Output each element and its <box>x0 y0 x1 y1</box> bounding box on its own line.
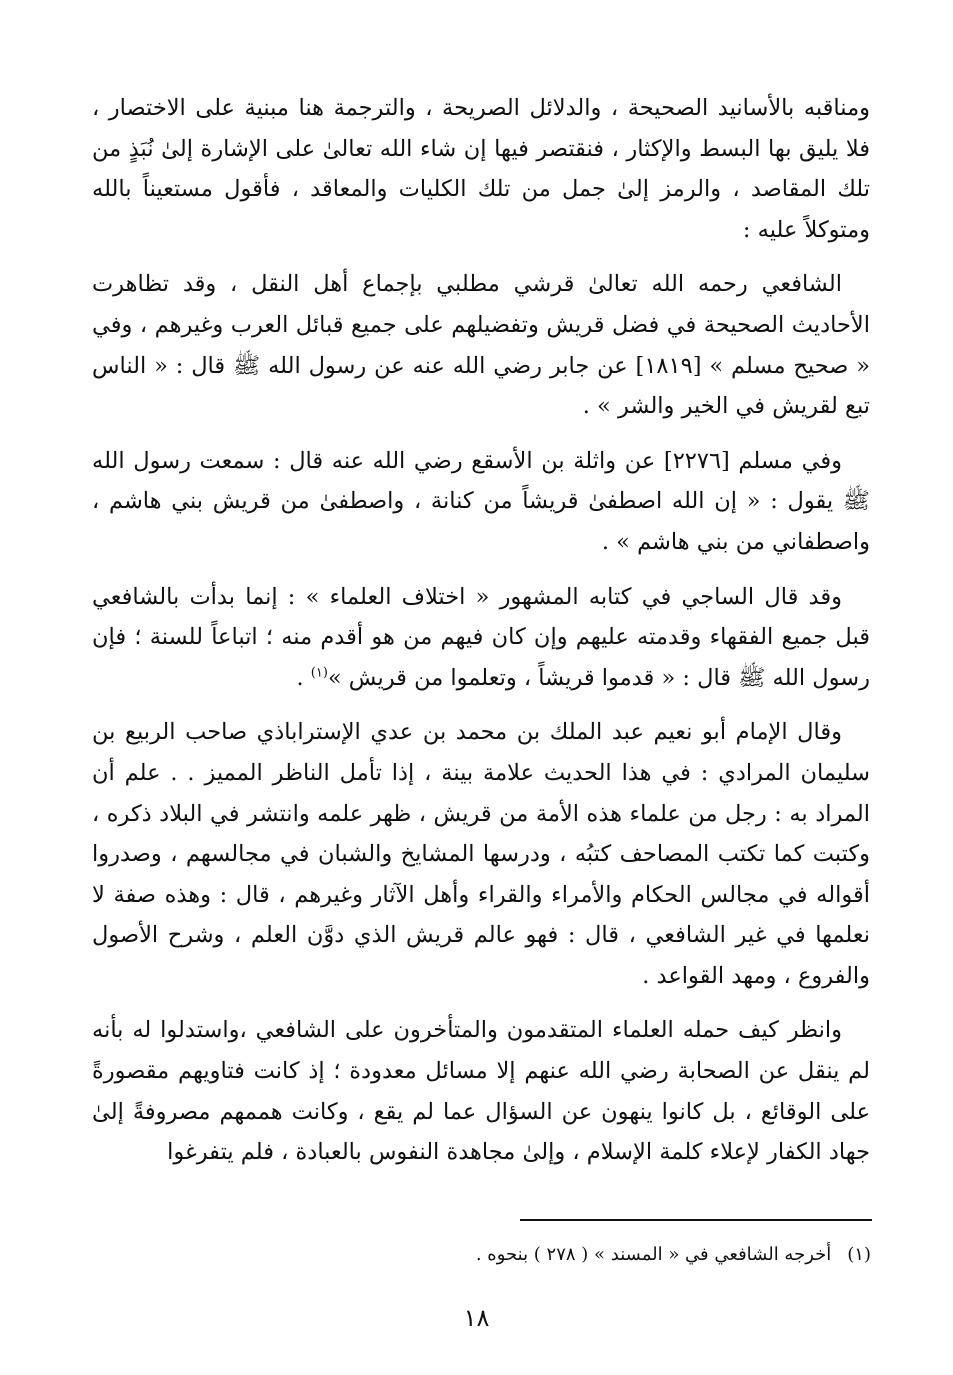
page-number: ١٨ <box>463 1304 490 1332</box>
paragraph-6: وانظر كيف حمله العلماء المتقدمون والمتأخرون على الشافعي ،واستدلوا له بأنه لم ينقل عن الصحابة رضي الله عنهم إلا مسائل معدودة ؛ إذ كانت فتاويهم مقصورةً على الوقائع ، بل كانوا ينهون عن السؤال عما لم يقع ، وكانت هممهم مصروفةً إلىٰ جهاد الكفار لإعلاء كلمة الإسلام ، وإلىٰ مجاهدة النفوس بالعبادة ، فلم يتفرغوا <box>92 1017 870 1166</box>
footnote-text: أخرجه الشافعي في « المسند » ( ٢٧٨ ) بنحوه . <box>475 1244 832 1265</box>
paragraph-5: وقال الإمام أبو نعيم عبد الملك بن محمد بن عدي الإستراباذي صاحب الربيع بن سليمان المرادي : في هذا الحديث علامة بينة ، إذا تأمل الناظر المميز . . علم أن المراد به : رجل من علماء هذه الأمة من قريش ، ظهر علمه وانتشر في البلاد ذكره ، وكتبت كما تكتب المصاحف كتبُه ، ودرسها المشايخ والشبان في مجالسهم ، وصدروا أقواله في مجالس الحكام والأمراء والقراء وأهل الآثار وغيرهم ، قال : وهذه صفة لا نعلمها في غير الشافعي ، قال : فهو عالم قريش الذي دوَّن العلم ، وشرح الأصول والفروع ، ومهد القواعد . <box>92 719 870 989</box>
paragraph-4-tail: . <box>296 664 311 691</box>
paragraph-2: الشافعي رحمه الله تعالىٰ قرشي مطلبي بإجماع أهل النقل ، وقد تظاهرت الأحاديث الصحيحة في فضل قريش وتفضيلهم على جميع قبائل العرب وغيرهم ، وفي « صحيح مسلم » [١٨١٩] عن جابر رضي الله عنه عن رسول الله ﷺ قال : « الناس تبع لقريش في الخير والشر » . <box>92 271 870 420</box>
footnote-marker: (١) <box>310 665 328 681</box>
footnote-number: (١) <box>847 1244 871 1265</box>
paragraph-3: وفي مسلم [٢٢٧٦] عن واثلة بن الأسقع رضي الله عنه قال : سمعت رسول الله ﷺ يقول : « إن الله اصطفىٰ قريشاً من كنانة ، واصطفىٰ من قريش بني هاشم ، واصطفاني من بني هاشم » . <box>92 447 870 555</box>
footnote-1 <box>171 1240 871 1270</box>
paragraph-4-text: وقد قال الساجي في كتابه المشهور « اختلاف العلماء » : إنما بدأت بالشافعي قبل جميع الفقهاء وقدمته عليهم وإن كان فيهم من هو أقدم منه ؛ اتباعاً للسنة ؛ فإن رسول الله ﷺ قال : « قدموا قريشاً ، وتعلموا من قريش » <box>92 583 870 691</box>
page-body <box>92 88 870 1187</box>
paragraph-1: ومناقبه بالأسانيد الصحيحة ، والدلائل الصريحة ، والترجمة هنا مبنية على الاختصار ، فلا يليق بها البسط والإكثار ، فنقتصر فيها إن شاء الله تعالىٰ على الإشارة إلىٰ نُبَذٍ من تلك المقاصد ، والرمز إلىٰ جمل من تلك الكليات والمعاقد ، فأقول مستعيناً بالله ومتوكلاً عليه : <box>92 95 870 243</box>
footnote-divider <box>520 1219 872 1221</box>
paragraph-4 <box>92 577 870 699</box>
